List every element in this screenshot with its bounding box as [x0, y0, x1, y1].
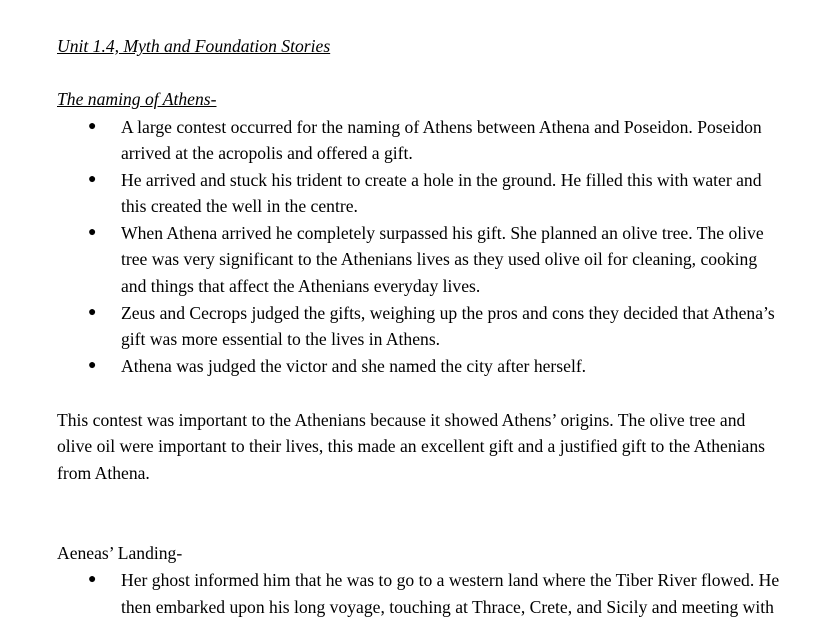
- bullet-icon: ●: [88, 358, 97, 373]
- bullet-text-line: this created the well in the centre.: [121, 196, 358, 216]
- bullet-text-line: and things that affect the Athenians everyday lives.: [121, 276, 481, 296]
- bullet-icon: ●: [88, 119, 97, 134]
- bullet-icon: ●: [88, 572, 97, 587]
- bullet-text-line: tree was very significant to the Athenians lives as they used olive oil for cleaning, cooking: [121, 249, 758, 269]
- section-heading-aeneas-landing: Aeneas’ Landing-: [57, 543, 183, 563]
- bullet-text-line: gift was more essential to the lives in Athens.: [121, 329, 441, 349]
- unit-heading: Unit 1.4, Myth and Foundation Stories: [57, 36, 331, 56]
- paragraph-line: olive oil were important to their lives, this made an excellent gift and a justified gift to the Athenians: [57, 436, 765, 456]
- paragraph-line: from Athena.: [57, 463, 150, 483]
- bullet-text-line: He arrived and stuck his trident to create a hole in the ground. He filled this with water and: [121, 170, 762, 190]
- bullet-icon: ●: [88, 305, 97, 320]
- bullet-text-line: When Athena arrived he completely surpassed his gift. She planned an olive tree. The olive: [121, 223, 764, 243]
- paragraph-line: This contest was important to the Athenians because it showed Athens’ origins. The olive tree and: [57, 410, 746, 430]
- bullet-text-line: Zeus and Cecrops judged the gifts, weighing up the pros and cons they decided that Athena’s: [121, 303, 775, 323]
- bullet-text-line: Athena was judged the victor and she named the city after herself.: [121, 356, 587, 376]
- section-heading-naming-of-athens: The naming of Athens-: [57, 89, 217, 109]
- bullet-icon: ●: [88, 172, 97, 187]
- bullet-icon: ●: [88, 225, 97, 240]
- bullet-text-line: A large contest occurred for the naming of Athens between Athena and Poseidon. Poseidon: [121, 117, 762, 137]
- bullet-text-line: Her ghost informed him that he was to go to a western land where the Tiber River flowed. He: [121, 570, 780, 590]
- bullet-text-line: arrived at the acropolis and offered a gift.: [121, 143, 413, 163]
- bullet-text-line: then embarked upon his long voyage, touching at Thrace, Crete, and Sicily and meeting with: [121, 597, 774, 617]
